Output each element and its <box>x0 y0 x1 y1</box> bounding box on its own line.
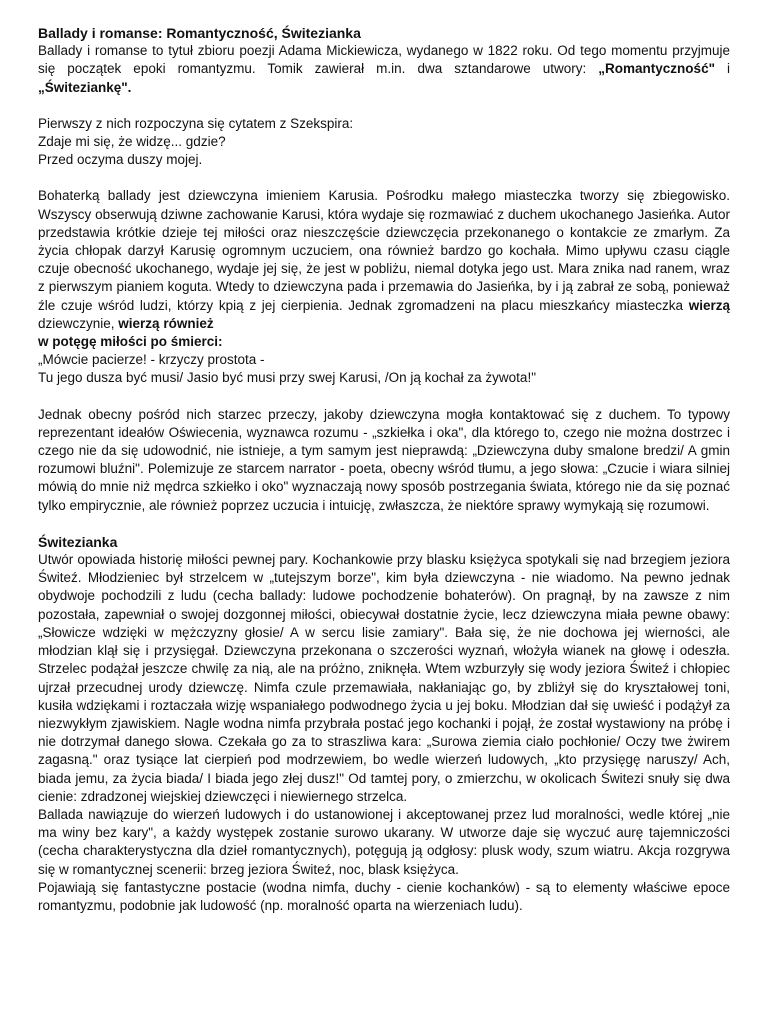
quote-line: Przed oczyma duszy mojej. <box>38 152 203 168</box>
quote-line: „Mówcie pacierze! - krzyczy prostota - <box>38 352 265 368</box>
postacie-paragraph: Pojawiają się fantastyczne postacie (wodna nimfa, duchy - cienie kochanków) - są to elementy właściwe epoce romantyzmu, podobnie jak ludowość (np. moralność oparta na wierzeniach ludu). <box>38 879 730 913</box>
quote-line: Tu jego dusza być musi/ Jasio być musi przy swej Karusi, /On ją kochał za żywota!" <box>38 370 536 386</box>
karusia-paragraph <box>38 187 730 333</box>
bold-wierza-rowniez: wierzą również <box>118 315 214 331</box>
ballada-paragraph: Ballada nawiązuje do wierzeń ludowych i do ustanowionej i akceptowanej przez lud moralności, wedle której „nie ma winy bez kary", a każdy występek zostanie surowo ukarany. W utworze daje się wyczuć aurę tajemniczości (cecha charakterystyczna dla dzieł romantycznych), potęgują ją odgłosy: plusk wody, szum wiatru. Akcja rozgrywa się w romantycznej scenerii: brzeg jeziora Świteź, noc, blask księżyca. <box>38 806 730 877</box>
switezianka-paragraph: Utwór opowiada historię miłości pewnej pary. Kochankowie przy blasku księżyca spotykali się nad brzegiem jeziora Świteź. Młodzieniec był strzelcem w „tutejszym borze", kim była dziewczyna - nie wiadomo. Na pewno jednak obydwoje pochodzili z ludu (cecha ballady: ludowe pochodzenie bohaterów). On pragnął, by na zawsze z nim pozostała, zapewniał o swojej dozgonnej miłości, obiecywał dostatnie życie, lecz dziewczyna miała pewne obawy: „Słowicze wdzięki w mężczyzny głosie/ A w sercu lisie zamiary". Bała się, że nie dochowa jej wierności, ale młodzian klął się i przysięgał. Dziewczyna przekonana o szczerości wyznań, włożyła wianek na głowę i odeszła. Strzelec podążał jeszcze chwilę za nią, ale na próżno, zniknęła. Wtem wzburzyły się wody jeziora Świteź i chłopiec ujrzał przecudnej urody dziewczę. Nimfa czule przemawiała, nakłaniając go, by zbliżył się do kryształowej toni, kusiła wdziękami i roztaczała wizję wspaniałego podwodnego życia u jej boku. Młodzian dał się uwieść i podążył za niezwykłym zjawiskiem. Nagle wodna nimfa przybrała postać jego kochanki i pojął, że został wystawiony na próbę i nie dotrzymał danego słowa. Czekała go za to straszliwa kara: „Surowa ziemia ciało pochłonie/ Oczy twe żwirem zagasną." oraz tysiące lat cierpień pod modrzewiem, bo wedle wierzeń ludowych, „kto przysięgę naruszy/ Ach, biada jemu, za życia biada/ I biada jego złej dusz!" Od tamtej pory, o zmierzchu, w okolicach Świtezi snuły się dwa cienie: zdradzonej wiejskiej dziewczęci i niewiernego strzelca. <box>38 552 730 804</box>
spacer <box>38 388 730 406</box>
intro-bold-switezianka: „Świteziankę". <box>38 79 132 95</box>
paragraph-text: dziewczynie, <box>38 315 119 331</box>
starzec-paragraph: Jednak obecny pośród nich starzec przeczy, jakoby dziewczyna mogła kontaktować się z duchem. To typowy reprezentant ideałów Oświecenia, wyznawca rozumu - „szkiełka i oka", dla którego to, czego nie można dostrzec i czego nie da się udowodnić, nie istnieje, a tym samym jest nieprawdą: „Dziewczyna duby smalone bredzi/ A gmin rozumowi bluźni". Polemizuje ze starcem narrator - poeta, obecny wśród tłumu, a jego słowa: „Czucie i wiara silniej mówią do mnie niż mędrca szkiełko i oko" wyznaczają nowy sposób postrzegania świata, którego nie da się poznać tylko empirycznie, ale również poprzez uczucia i intuicję, zwłaszcza, że niektóre sprawy wymykają się rozumowi. <box>38 406 730 513</box>
intro-text: Ballady i romanse to tytuł zbioru poezji Adama Mickiewicza, wydanego w 1822 roku. Od tego momentu przyjmuje się początek epoki romantyzmu. Tomik zawierał m.in. dwa sztandarowe utwory: <box>38 43 730 77</box>
intro-conjunction: i <box>714 61 730 77</box>
bold-line-potega <box>38 333 730 351</box>
bold-potega-milosci: w potęgę miłości po śmierci: <box>38 334 223 350</box>
spacer <box>38 97 730 115</box>
quote-line: Pierwszy z nich rozpoczyna się cytatem z Szekspira: <box>38 115 354 131</box>
section-title-switezianka: Świtezianka <box>38 533 118 550</box>
bold-wierza: wierzą <box>688 297 730 313</box>
quote-line: Zdaje mi się, że widzę... gdzie? <box>38 134 226 150</box>
intro-bold-romantycznosc: „Romantyczność" <box>598 61 715 77</box>
section-title-ballady: Ballady i romanse: Romantyczność, Świtezianka <box>38 25 361 41</box>
spacer <box>38 515 730 533</box>
quote-prostota <box>38 351 730 387</box>
spacer <box>38 169 730 187</box>
intro-paragraph <box>38 42 730 97</box>
quote-shakespeare <box>38 115 730 170</box>
paragraph-text: Bohaterką ballady jest dziewczyna imieniem Karusia. Pośrodku małego miasteczka tworzy się zbiegowisko. Wszyscy obserwują dziwne zachowanie Karusi, która wydaje się rozmawiać z duchem ukochanego Jasieńka. Autor przedstawia krótkie dzieje tej miłości oraz nieszczęście dziewczęcia przekonanego o kontakcie ze zmarłym. Za życia chłopak darzył Karusię ogromnym uczuciem, ona również bardzo go kochała. Mimo upływu czasu ciągle czuje obecność ukochanego, wydaje jej się, że jest w pobliżu, niemal dotyka jego ust. Mara znika nad ranem, wraz z pierwszym pianiem koguta. Wtedy to dziewczyna pada i przemawia do Jasieńka, by i ją zabrał ze sobą, ponieważ źle czuje wśród ludzi, którzy kpią z jej cierpienia. Jednak zgromadzeni na placu mieszkańcy miasteczka <box>38 188 730 313</box>
